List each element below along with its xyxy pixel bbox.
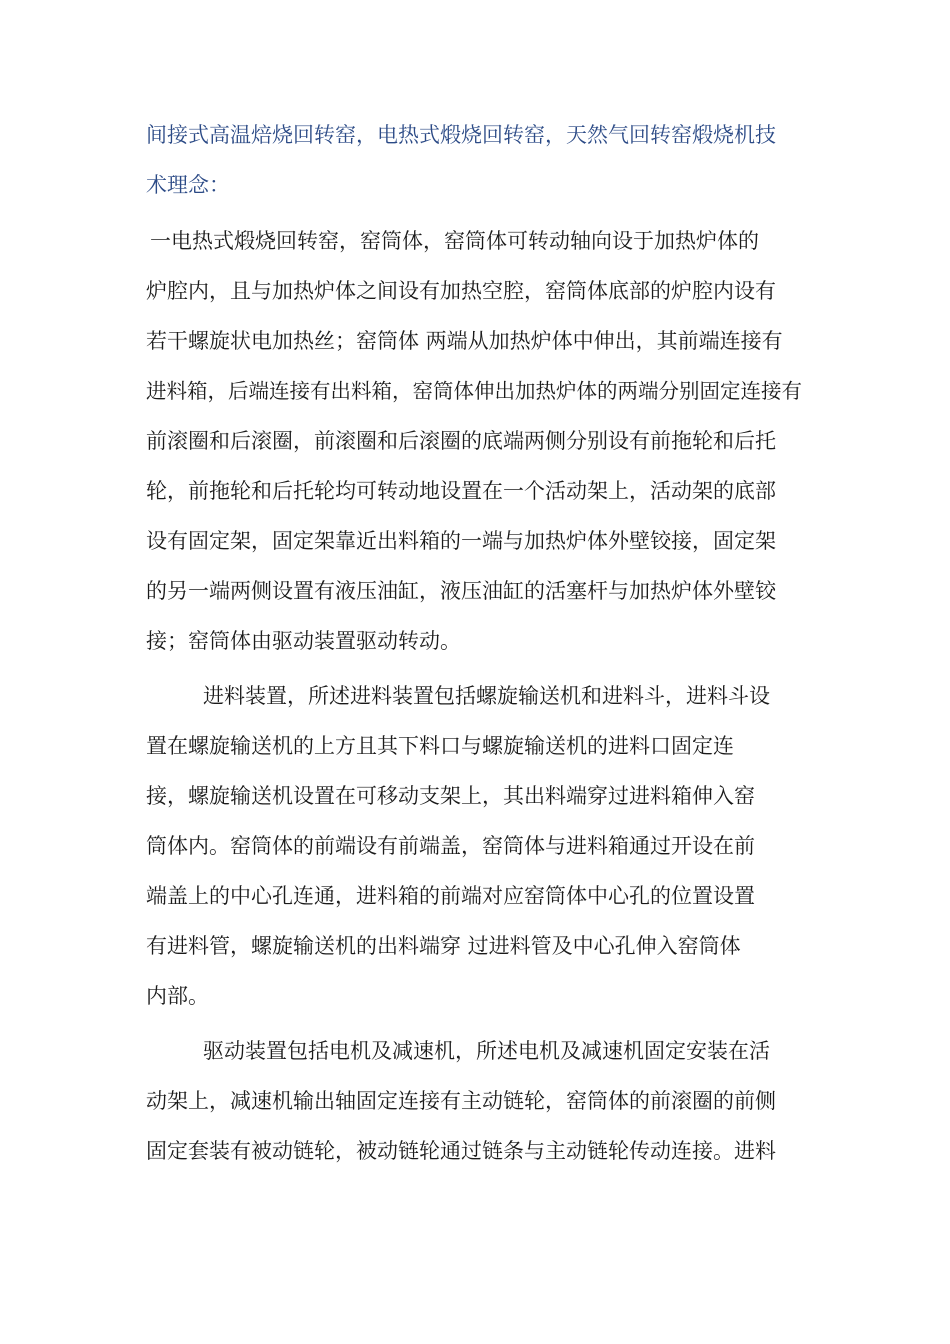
p1-line-5: 前滚圈和后滚圈，前滚圈和后滚圈的底端两侧分别设有前拖轮和后托 xyxy=(146,429,776,453)
p2-line-7: 内部。 xyxy=(146,984,209,1008)
p1-line-6: 轮，前拖轮和后托轮均可转动地设置在一个活动架上，活动架的底部 xyxy=(146,479,776,503)
p1-line-2: 炉腔内，且与加热炉体之间设有加热空腔，窑筒体底部的炉腔内设有 xyxy=(146,279,776,303)
p2-line-6: 有进料管，螺旋输送机的出料端穿 过进料管及中心孔伸入窑筒体 xyxy=(146,934,741,958)
p3-line-1: 驱动装置包括电机及减速机，所述电机及减速机固定安装在活 xyxy=(203,1039,770,1063)
p1-line-7: 设有固定架，固定架靠近出料箱的一端与加热炉体外壁铰接，固定架 xyxy=(146,529,776,553)
p2-line-2: 置在螺旋输送机的上方且其下料口与螺旋输送机的进料口固定连 xyxy=(146,734,734,758)
p2-line-4: 筒体内。窑筒体的前端设有前端盖，窑筒体与进料箱通过开设在前 xyxy=(146,834,755,858)
p2-line-5: 端盖上的中心孔连通，进料箱的前端对应窑筒体中心孔的位置设置 xyxy=(146,884,755,908)
p2-line-3: 接，螺旋输送机设置在可移动支架上，其出料端穿过进料箱伸入窑 xyxy=(146,784,755,808)
p1-line-4: 进料箱，后端连接有出料箱，窑筒体伸出加热炉体的两端分别固定连接有 xyxy=(146,379,802,403)
p1-line-3: 若干螺旋状电加热丝；窑筒体 两端从加热炉体中伸出，其前端连接有 xyxy=(146,329,783,353)
p1-line-9: 接；窑筒体由驱动装置驱动转动。 xyxy=(146,629,461,653)
title-line-2: 术理念： xyxy=(146,173,230,197)
p3-line-2: 动架上，减速机输出轴固定连接有主动链轮，窑筒体的前滚圈的前侧 xyxy=(146,1089,776,1113)
title-line-1: 间接式高温焙烧回转窑，电热式煅烧回转窑，天然气回转窑煅烧机技 xyxy=(146,123,776,147)
p1-line-1: 一电热式煅烧回转窑，窑筒体，窑筒体可转动轴向设于加热炉体的 xyxy=(150,229,759,253)
p3-line-3: 固定套装有被动链轮，被动链轮通过链条与主动链轮传动连接。进料 xyxy=(146,1139,776,1163)
p1-line-8: 的另一端两侧设置有液压油缸，液压油缸的活塞杆与加热炉体外壁铰 xyxy=(146,579,776,603)
p2-line-1: 进料装置，所述进料装置包括螺旋输送机和进料斗，进料斗设 xyxy=(203,684,770,708)
